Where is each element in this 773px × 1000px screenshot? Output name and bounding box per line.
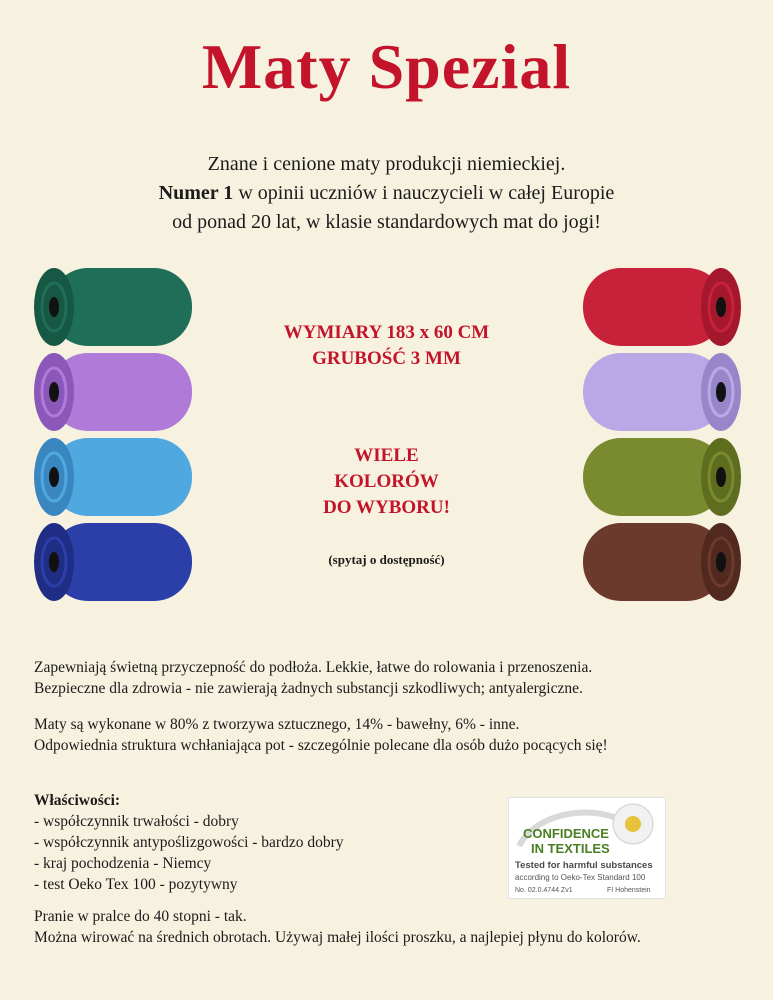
- paragraph-1-line-1: Zapewniają świetną przyczepność do podłoża. Lekkie, łatwe do rolowania i przenoszenia.: [34, 659, 593, 676]
- mat-roll-left-2: [34, 353, 192, 431]
- availability-note: (spytaj o dostępność): [328, 552, 445, 567]
- oeko-tex-certificate: [508, 797, 666, 899]
- washing-line-1: Pranie w pralce do 40 stopni - tak.: [34, 908, 247, 925]
- certificate-line-4: according to Oeko-Tex Standard 100: [515, 873, 646, 882]
- intro-highlight: Numer 1: [158, 182, 234, 204]
- mat-roll-right-4: [583, 523, 741, 601]
- spec-dimensions: WYMIARY 183 x 60 CM: [283, 322, 490, 343]
- page-title: Maty Spezial: [201, 31, 572, 102]
- intro-line-2-rest: w opinii uczniów i nauczycieli w całej Europie: [233, 182, 615, 204]
- mat-roll-right-2: [583, 353, 741, 431]
- certificate-number: No. 02.0.4744 Zv1: [515, 887, 573, 894]
- properties-list: [34, 790, 454, 895]
- mat-roll-left-3: [34, 438, 192, 516]
- washing-line-2: Można wirować na średnich obrotach. Używaj małej ilości proszku, a najlepiej płynu do kolorów.: [34, 929, 641, 946]
- properties-heading: Właściwości:: [34, 792, 121, 809]
- certificate-line-1: CONFIDENCE: [523, 826, 609, 841]
- paragraph-2-line-2: Odpowiednia struktura wchłaniająca pot - szczególnie polecane dla osób dużo pocących się!: [34, 737, 608, 754]
- intro-line-3: od ponad 20 lat, w klasie standardowych mat do jogi!: [172, 211, 601, 233]
- colors-line-1: WIELE: [354, 445, 419, 466]
- certificate-institute: FI Hohenstein: [607, 887, 651, 894]
- paragraph-grip: [34, 657, 754, 699]
- mats-left-group: [32, 258, 202, 618]
- mat-roll-left-1: [34, 268, 192, 346]
- colors-note: [230, 443, 543, 521]
- intro-line-2: [0, 179, 773, 208]
- property-item: - współczynnik antypoślizgowości - bardzo dobry: [34, 834, 344, 851]
- certificate-graphic: [509, 798, 665, 898]
- spec-block: [230, 320, 543, 372]
- mats-right-group: [573, 258, 743, 618]
- property-item: - współczynnik trwałości - dobry: [34, 813, 239, 830]
- certificate-line-2: IN TEXTILES: [531, 841, 610, 856]
- certificate-line-3: Tested for harmful substances: [515, 860, 653, 871]
- paragraph-material: [34, 714, 754, 756]
- intro-line-1: Znane i cenione maty produkcji niemieckiej.: [207, 153, 566, 175]
- colors-line-3: DO WYBORU!: [323, 497, 450, 518]
- paragraph-2-line-1: Maty są wykonane w 80% z tworzywa sztucznego, 14% - bawełny, 6% - inne.: [34, 716, 520, 733]
- daisy-icon: [613, 804, 653, 844]
- colors-line-2: KOLORÓW: [334, 471, 439, 492]
- property-item: - test Oeko Tex 100 - pozytywny: [34, 876, 238, 893]
- property-item: - kraj pochodzenia - Niemcy: [34, 855, 212, 872]
- intro-text: [0, 150, 773, 237]
- mat-roll-left-4: [34, 523, 192, 601]
- mat-roll-right-1: [583, 268, 741, 346]
- washing-instructions: [34, 906, 754, 948]
- spec-thickness: GRUBOŚĆ 3 MM: [312, 348, 461, 369]
- mat-roll-right-3: [583, 438, 741, 516]
- paragraph-1-line-2: Bezpieczne dla zdrowia - nie zawierają żadnych substancji szkodliwych; antyalergiczne.: [34, 680, 583, 697]
